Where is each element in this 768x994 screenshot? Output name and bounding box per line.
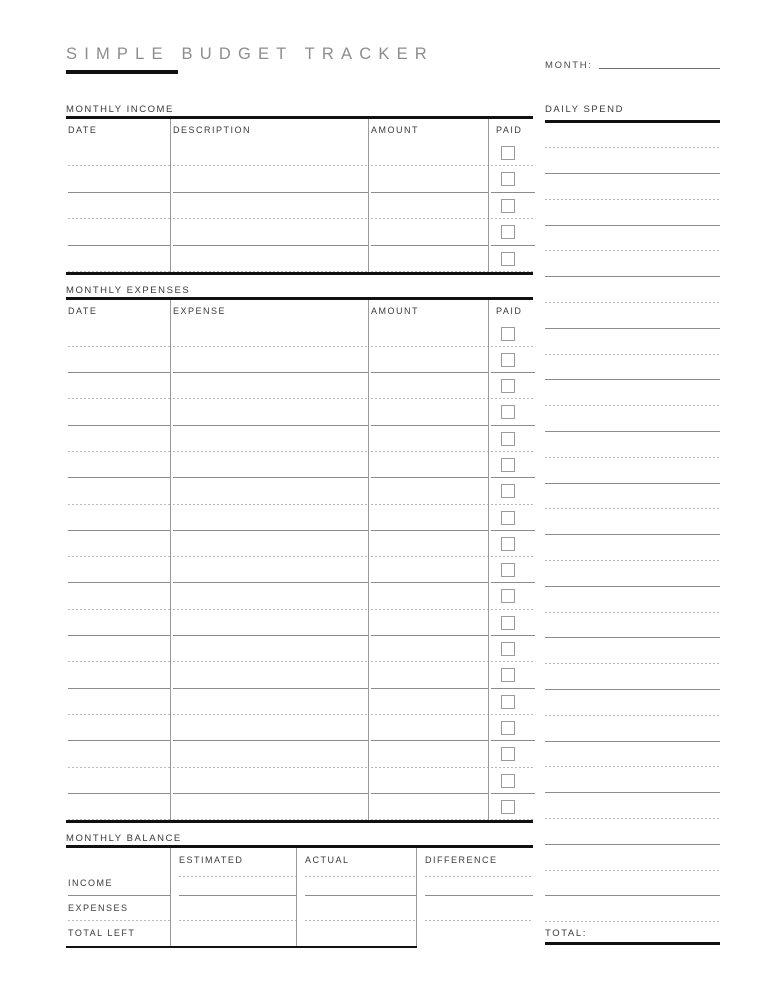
- balance-col-actual: [297, 848, 417, 946]
- paid-checkbox[interactable]: [501, 432, 515, 446]
- monthly-expenses-heading: MONTHLY EXPENSES: [66, 285, 191, 296]
- write-in-line-row[interactable]: [68, 689, 170, 715]
- write-in-line-row[interactable]: [371, 246, 488, 273]
- daily-spend-line-row[interactable]: [545, 767, 720, 793]
- write-in-line-row[interactable]: [371, 741, 488, 767]
- income-header-date: DATE: [68, 124, 98, 135]
- balance-label-income: INCOME: [68, 877, 113, 888]
- balance-row-income-label: [68, 871, 170, 896]
- write-in-line-row[interactable]: [68, 193, 170, 220]
- write-in-line-row[interactable]: [371, 219, 488, 246]
- daily-spend-line-row[interactable]: [545, 664, 720, 690]
- daily-spend-line-row[interactable]: [545, 638, 720, 664]
- daily-spend-line-row[interactable]: [545, 277, 720, 303]
- paid-checkbox[interactable]: [501, 695, 515, 709]
- balance-label-total-left: TOTAL LEFT: [68, 927, 136, 938]
- daily-spend-line-row[interactable]: [545, 174, 720, 200]
- write-in-line-row[interactable]: [489, 636, 533, 662]
- write-in-line-row[interactable]: [489, 715, 533, 741]
- paid-checkbox[interactable]: [501, 800, 515, 814]
- write-in-line-row[interactable]: [68, 140, 170, 167]
- write-in-line-row[interactable]: [371, 426, 488, 452]
- income-col-date: [66, 119, 171, 273]
- monthly-income-block: [66, 104, 533, 275]
- write-in-line-row[interactable]: [489, 768, 533, 794]
- dotted-rule: [68, 271, 170, 272]
- daily-spend-line-row[interactable]: [545, 251, 720, 277]
- daily-spend-line-row[interactable]: [545, 458, 720, 484]
- paid-checkbox[interactable]: [501, 511, 515, 525]
- daily-spend-bottom-rule: [545, 942, 720, 945]
- write-in-line-row[interactable]: [371, 583, 488, 609]
- write-in-line-row[interactable]: [68, 557, 170, 583]
- dotted-rule: [491, 271, 535, 272]
- write-in-line-row[interactable]: [173, 715, 368, 741]
- write-in-line-row[interactable]: [371, 373, 488, 399]
- write-in-line-row[interactable]: [173, 219, 368, 246]
- write-in-line-row[interactable]: [173, 246, 368, 273]
- monthly-balance-heading: MONTHLY BALANCE: [66, 833, 182, 844]
- expenses-expense-lines[interactable]: [173, 321, 368, 821]
- dotted-rule: [371, 271, 488, 272]
- expenses-header-paid: PAID: [496, 305, 523, 316]
- write-in-line-row[interactable]: [173, 583, 368, 609]
- write-in-line-row[interactable]: [173, 557, 368, 583]
- daily-spend-line-row[interactable]: [545, 432, 720, 458]
- paid-checkbox[interactable]: [501, 199, 515, 213]
- income-header-amount: AMOUNT: [371, 124, 419, 135]
- expenses-paid-lines[interactable]: [489, 321, 533, 821]
- write-in-line-row[interactable]: [68, 426, 170, 452]
- write-in-line-row[interactable]: [489, 246, 533, 273]
- paid-checkbox[interactable]: [501, 327, 515, 341]
- daily-spend-line-row[interactable]: [545, 716, 720, 742]
- write-in-line-row[interactable]: [489, 583, 533, 609]
- write-in-line-row[interactable]: [68, 166, 170, 193]
- write-in-line-row[interactable]: [371, 478, 488, 504]
- balance-cell-actual-total-left[interactable]: [305, 921, 416, 946]
- expenses-col-expense: [171, 300, 369, 821]
- dotted-rule: [173, 819, 368, 820]
- income-table-body: [66, 119, 533, 273]
- daily-spend-line-row[interactable]: [545, 690, 720, 716]
- expenses-header-date: DATE: [68, 305, 98, 316]
- paid-checkbox[interactable]: [501, 537, 515, 551]
- balance-row-expenses-label: [68, 896, 170, 921]
- balance-cell-actual-expenses[interactable]: [305, 896, 416, 921]
- balance-header-actual: ACTUAL: [305, 854, 350, 865]
- income-table-bottom-rule: [66, 272, 533, 275]
- daily-spend-block: [545, 104, 720, 945]
- write-in-line-row[interactable]: [489, 399, 533, 425]
- write-in-line-row[interactable]: [371, 347, 488, 373]
- write-in-line-row[interactable]: [371, 140, 488, 167]
- income-col-paid: [489, 119, 533, 273]
- income-header-paid: PAID: [496, 124, 523, 135]
- page-title: SIMPLE BUDGET TRACKER: [66, 45, 434, 63]
- income-col-amount: [369, 119, 489, 273]
- balance-act-rule-0: [305, 876, 416, 877]
- expenses-col-paid: [489, 300, 533, 821]
- write-in-line-row[interactable]: [173, 741, 368, 767]
- write-in-line-row[interactable]: [68, 505, 170, 531]
- write-in-line-row[interactable]: [371, 531, 488, 557]
- write-in-line-row[interactable]: [68, 583, 170, 609]
- daily-spend-line-row[interactable]: [545, 355, 720, 381]
- write-in-line-row[interactable]: [68, 768, 170, 794]
- balance-row-total-left-label: [68, 921, 170, 946]
- page-title-block: [66, 44, 434, 74]
- dotted-rule: [173, 271, 368, 272]
- expenses-col-date: [66, 300, 171, 821]
- balance-cell-difference-expenses[interactable]: [425, 896, 533, 921]
- paid-checkbox[interactable]: [501, 668, 515, 682]
- balance-est-rule-0: [179, 876, 296, 877]
- write-in-line-row[interactable]: [371, 610, 488, 636]
- daily-spend-line-row[interactable]: [545, 123, 720, 149]
- write-in-line-row[interactable]: [173, 662, 368, 688]
- write-in-line-row[interactable]: [68, 610, 170, 636]
- monthly-balance-block: [66, 833, 533, 948]
- monthly-income-heading: MONTHLY INCOME: [66, 104, 174, 115]
- write-in-line-row[interactable]: [68, 715, 170, 741]
- write-in-line-row[interactable]: [173, 373, 368, 399]
- write-in-line-row[interactable]: [173, 478, 368, 504]
- income-date-lines[interactable]: [68, 140, 170, 273]
- income-header-description: DESCRIPTION: [173, 124, 252, 135]
- write-in-line-row[interactable]: [371, 166, 488, 193]
- write-in-line-row[interactable]: [489, 794, 533, 820]
- daily-spend-line-row[interactable]: [545, 329, 720, 355]
- write-in-line-row[interactable]: [173, 193, 368, 220]
- income-col-description: [171, 119, 369, 273]
- write-in-line-row[interactable]: [173, 452, 368, 478]
- daily-spend-line-row[interactable]: [545, 613, 720, 639]
- write-in-line-row[interactable]: [489, 426, 533, 452]
- balance-cell-estimated-total-left[interactable]: [179, 921, 296, 946]
- title-underline-rule: [66, 70, 178, 74]
- write-in-line-row[interactable]: [371, 193, 488, 220]
- write-in-line-row[interactable]: [489, 689, 533, 715]
- balance-table: [66, 845, 533, 948]
- paid-checkbox[interactable]: [501, 616, 515, 630]
- paid-checkbox[interactable]: [501, 774, 515, 788]
- balance-cell-actual-income[interactable]: [305, 871, 416, 896]
- expenses-table-bottom-rule: [66, 820, 533, 823]
- write-in-line-row[interactable]: [489, 557, 533, 583]
- write-in-line-row[interactable]: [173, 505, 368, 531]
- write-in-line-row[interactable]: [489, 505, 533, 531]
- write-in-line-row[interactable]: [489, 347, 533, 373]
- balance-col-labels: [66, 848, 171, 946]
- balance-label-expenses: EXPENSES: [68, 902, 129, 913]
- write-in-line-row[interactable]: [371, 662, 488, 688]
- write-in-line-row[interactable]: [371, 715, 488, 741]
- daily-spend-line-row[interactable]: [545, 742, 720, 768]
- paid-checkbox[interactable]: [501, 747, 515, 761]
- monthly-expenses-block: [66, 285, 533, 823]
- write-in-line-row[interactable]: [489, 373, 533, 399]
- daily-spend-line-row[interactable]: [545, 896, 720, 922]
- write-in-line-row[interactable]: [371, 689, 488, 715]
- balance-header-blank: [68, 848, 170, 871]
- daily-spend-line-row[interactable]: [545, 148, 720, 174]
- write-in-line-row[interactable]: [371, 505, 488, 531]
- balance-col-estimated: [171, 848, 297, 946]
- daily-spend-line-row[interactable]: [545, 793, 720, 819]
- daily-spend-line-row[interactable]: [545, 200, 720, 226]
- daily-spend-line-row[interactable]: [545, 406, 720, 432]
- write-in-line-row[interactable]: [371, 794, 488, 820]
- dotted-rule: [68, 819, 170, 820]
- write-in-line-row[interactable]: [173, 768, 368, 794]
- daily-spend-line-row[interactable]: [545, 226, 720, 252]
- daily-spend-lines[interactable]: [545, 123, 720, 923]
- balance-table-body: [66, 848, 533, 946]
- daily-spend-heading: DAILY SPEND: [545, 104, 624, 115]
- daily-spend-line-row[interactable]: [545, 380, 720, 406]
- daily-spend-line-row[interactable]: [545, 871, 720, 897]
- write-in-line-row[interactable]: [371, 768, 488, 794]
- dotted-rule: [371, 819, 488, 820]
- write-in-line-row[interactable]: [68, 246, 170, 273]
- write-in-line-row[interactable]: [489, 166, 533, 193]
- daily-spend-total-label: TOTAL:: [545, 928, 587, 940]
- balance-cell-difference-total-left[interactable]: [425, 921, 533, 946]
- paid-checkbox[interactable]: [501, 563, 515, 577]
- write-in-line-row[interactable]: [489, 741, 533, 767]
- write-in-line-row[interactable]: [68, 741, 170, 767]
- write-in-line-row[interactable]: [68, 373, 170, 399]
- daily-spend-line-row[interactable]: [545, 587, 720, 613]
- dotted-rule: [545, 921, 720, 922]
- balance-dif-rule-0: [425, 876, 533, 877]
- expenses-amount-lines[interactable]: [371, 321, 488, 821]
- daily-spend-line-row[interactable]: [545, 509, 720, 535]
- write-in-line-row[interactable]: [371, 636, 488, 662]
- balance-cell-estimated-income[interactable]: [179, 871, 296, 896]
- paid-checkbox[interactable]: [501, 642, 515, 656]
- expenses-date-lines[interactable]: [68, 321, 170, 821]
- balance-cell-difference-income[interactable]: [425, 871, 533, 896]
- write-in-line-row[interactable]: [489, 452, 533, 478]
- write-in-line-row[interactable]: [489, 478, 533, 504]
- paid-checkbox[interactable]: [501, 172, 515, 186]
- write-in-line-row[interactable]: [173, 689, 368, 715]
- expenses-table-body: [66, 300, 533, 821]
- expenses-header-amount: AMOUNT: [371, 305, 419, 316]
- balance-cell-estimated-expenses[interactable]: [179, 896, 296, 921]
- write-in-line-row[interactable]: [371, 452, 488, 478]
- write-in-line-row[interactable]: [68, 399, 170, 425]
- write-in-line-row[interactable]: [489, 219, 533, 246]
- daily-spend-line-row[interactable]: [545, 303, 720, 329]
- paid-checkbox[interactable]: [501, 353, 515, 367]
- write-in-line-row[interactable]: [173, 140, 368, 167]
- month-write-in-line[interactable]: [599, 68, 720, 69]
- paid-checkbox[interactable]: [501, 225, 515, 239]
- daily-spend-line-row[interactable]: [545, 561, 720, 587]
- write-in-line-row[interactable]: [173, 321, 368, 347]
- write-in-line-row[interactable]: [489, 662, 533, 688]
- expenses-header-expense: EXPENSE: [173, 305, 227, 316]
- daily-spend-line-row[interactable]: [545, 484, 720, 510]
- balance-table-bottom-rule: [66, 946, 417, 949]
- balance-header-difference: DIFFERENCE: [425, 854, 498, 865]
- paid-checkbox[interactable]: [501, 589, 515, 603]
- paid-checkbox[interactable]: [501, 379, 515, 393]
- write-in-line-row[interactable]: [68, 321, 170, 347]
- daily-spend-line-row[interactable]: [545, 845, 720, 871]
- write-in-line-row[interactable]: [173, 794, 368, 820]
- paid-checkbox[interactable]: [501, 458, 515, 472]
- paid-checkbox[interactable]: [501, 405, 515, 419]
- write-in-line-row[interactable]: [173, 399, 368, 425]
- income-table: [66, 116, 533, 275]
- paid-checkbox[interactable]: [501, 146, 515, 160]
- write-in-line-row[interactable]: [489, 321, 533, 347]
- write-in-line-row[interactable]: [371, 321, 488, 347]
- write-in-line-row[interactable]: [68, 794, 170, 820]
- write-in-line-row[interactable]: [371, 399, 488, 425]
- write-in-line-row[interactable]: [68, 219, 170, 246]
- write-in-line-row[interactable]: [68, 531, 170, 557]
- write-in-line-row[interactable]: [489, 531, 533, 557]
- write-in-line-row[interactable]: [489, 610, 533, 636]
- write-in-line-row[interactable]: [173, 636, 368, 662]
- expenses-col-amount: [369, 300, 489, 821]
- income-amount-lines[interactable]: [371, 140, 488, 273]
- daily-spend-line-row[interactable]: [545, 535, 720, 561]
- paid-checkbox[interactable]: [501, 484, 515, 498]
- write-in-line-row[interactable]: [68, 662, 170, 688]
- balance-col-difference: [417, 848, 533, 946]
- write-in-line-row[interactable]: [489, 140, 533, 167]
- write-in-line-row[interactable]: [68, 347, 170, 373]
- write-in-line-row[interactable]: [68, 478, 170, 504]
- write-in-line-row[interactable]: [173, 426, 368, 452]
- write-in-line-row[interactable]: [489, 193, 533, 220]
- write-in-line-row[interactable]: [68, 452, 170, 478]
- income-description-lines[interactable]: [173, 140, 368, 273]
- balance-header-estimated: ESTIMATED: [179, 854, 244, 865]
- daily-spend-line-row[interactable]: [545, 819, 720, 845]
- paid-checkbox[interactable]: [501, 721, 515, 735]
- write-in-line-row[interactable]: [173, 347, 368, 373]
- expenses-table: [66, 297, 533, 823]
- daily-spend-total-row[interactable]: [545, 922, 720, 939]
- paid-checkbox[interactable]: [501, 252, 515, 266]
- write-in-line-row[interactable]: [173, 610, 368, 636]
- write-in-line-row[interactable]: [371, 557, 488, 583]
- write-in-line-row[interactable]: [173, 531, 368, 557]
- write-in-line-row[interactable]: [173, 166, 368, 193]
- month-label: MONTH:: [545, 60, 593, 71]
- write-in-line-row[interactable]: [68, 636, 170, 662]
- dotted-rule: [491, 819, 535, 820]
- month-field[interactable]: [545, 60, 720, 71]
- income-paid-lines[interactable]: [489, 140, 533, 273]
